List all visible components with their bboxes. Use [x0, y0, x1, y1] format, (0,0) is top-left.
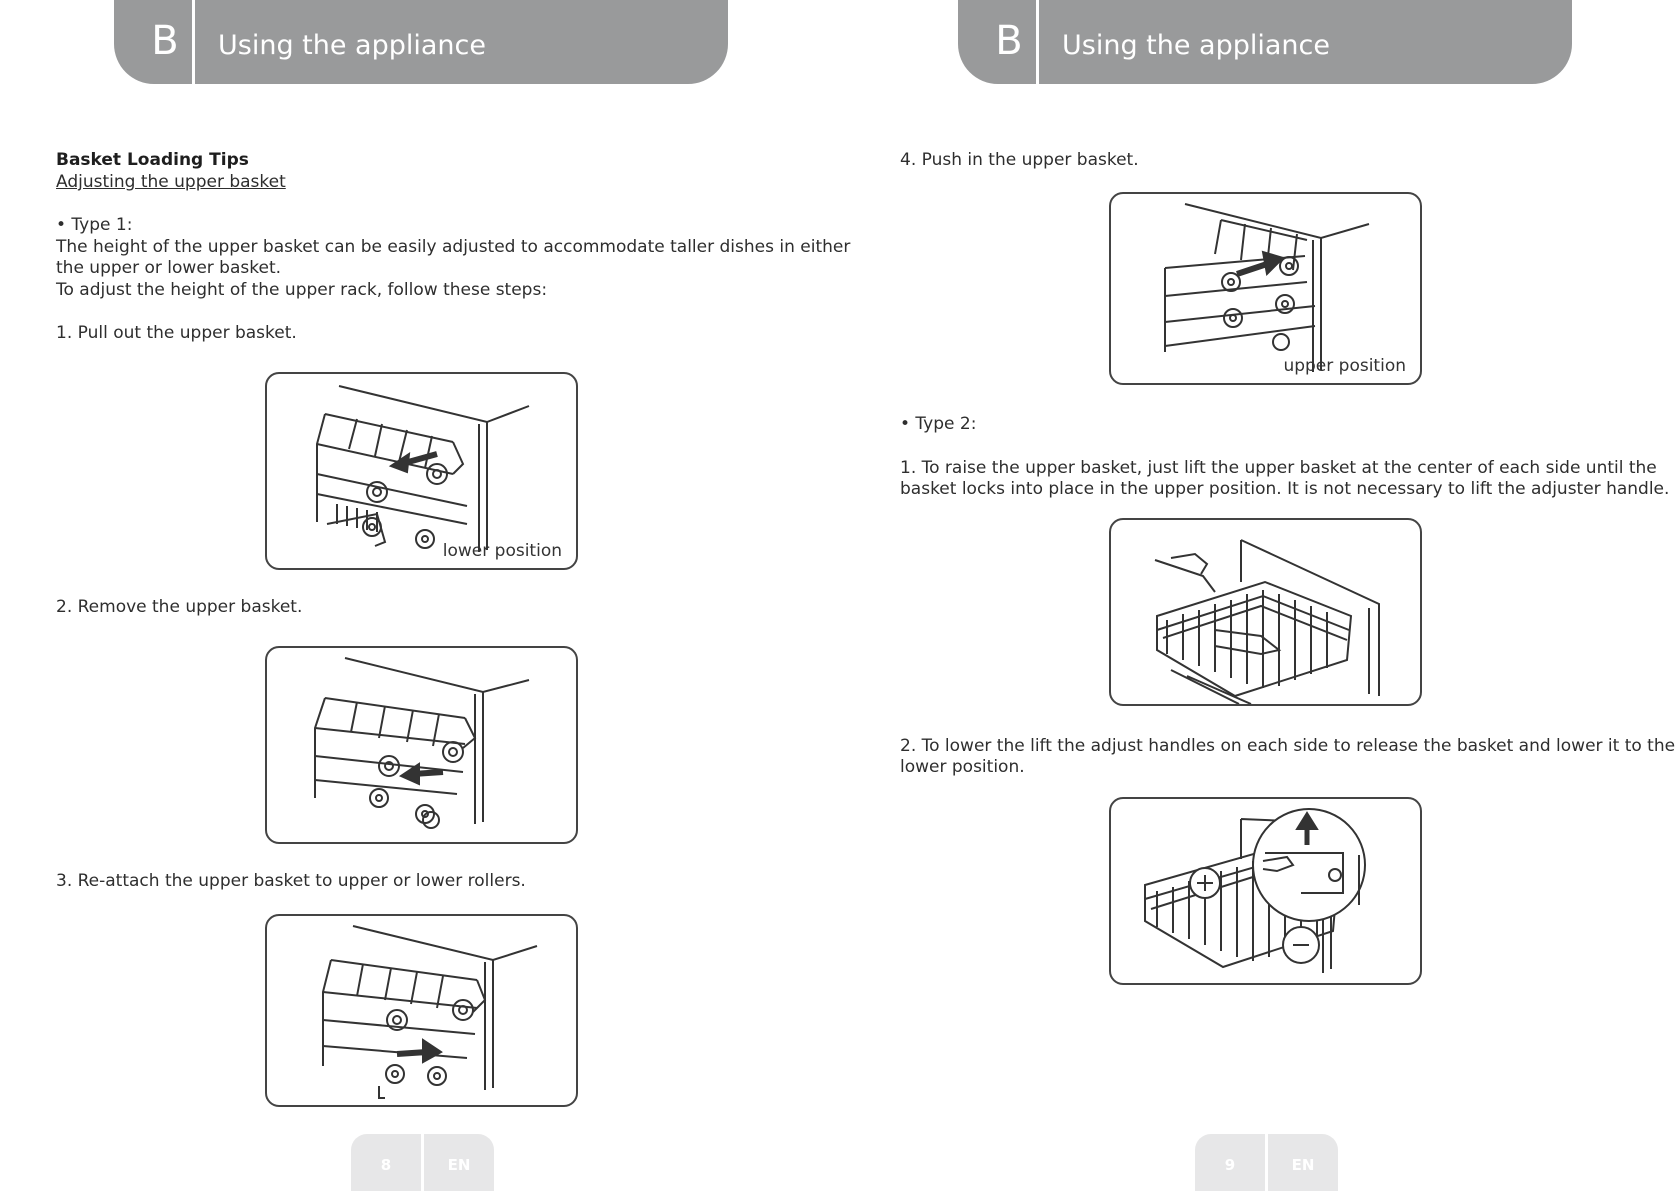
section-letter: B [151, 18, 179, 64]
figure-lift-basket-by-hand [1109, 518, 1422, 706]
header-divider [1036, 0, 1039, 84]
step-4-text: 4. Push in the upper basket. [900, 150, 1139, 170]
upper-position-caption: upper position [1283, 356, 1406, 376]
figure-lower-basket-handles [1109, 797, 1422, 985]
left-page-footer [351, 1134, 494, 1191]
intro-line-2: the upper or lower basket. [56, 258, 282, 278]
header-divider [192, 0, 195, 84]
figure-remove-basket [265, 646, 578, 844]
basket-reattach-illustration [267, 916, 578, 1107]
language-tab: EN [424, 1134, 494, 1191]
section-title: Using the appliance [218, 30, 486, 61]
adjusting-subheading: Adjusting the upper basket [56, 172, 286, 192]
type2-step1-line1: 1. To raise the upper basket, just lift the upper basket at the center of each side until the [900, 458, 1657, 478]
right-header-bar [958, 0, 1572, 84]
type2-step2-line1: 2. To lower the lift the adjust handles on each side to release the basket and lower it to the [900, 736, 1676, 756]
lower-position-caption: lower position [442, 541, 562, 561]
figure-push-in-basket [1109, 192, 1422, 385]
language-tab: EN [1268, 1134, 1338, 1191]
page-number: 9 [1195, 1134, 1265, 1191]
adjust-handle-release-illustration [1111, 799, 1422, 985]
hands-lifting-basket-illustration [1111, 520, 1422, 706]
figure-reattach-basket [265, 914, 578, 1107]
figure-pull-out-basket [265, 372, 578, 570]
intro-line-3: To adjust the height of the upper rack, follow these steps: [56, 280, 548, 300]
left-header-bar [114, 0, 728, 84]
type2-step1-line2: basket locks into place in the upper position. It is not necessary to lift the adjuster handle. [900, 479, 1670, 499]
basket-removal-illustration [267, 648, 578, 844]
section-title: Using the appliance [1062, 30, 1330, 61]
section-letter: B [995, 18, 1023, 64]
step-2-text: 2. Remove the upper basket. [56, 597, 303, 617]
right-page-footer [1195, 1134, 1338, 1191]
type2-step2-line2: lower position. [900, 757, 1025, 777]
type1-label: • Type 1: [56, 215, 133, 235]
intro-line-1: The height of the upper basket can be easily adjusted to accommodate taller dishes in either [56, 237, 851, 257]
step-1-text: 1. Pull out the upper basket. [56, 323, 297, 343]
step-3-text: 3. Re-attach the upper basket to upper or lower rollers. [56, 871, 526, 891]
page-number: 8 [351, 1134, 421, 1191]
basket-loading-heading: Basket Loading Tips [56, 150, 249, 170]
type2-label: • Type 2: [900, 414, 977, 434]
